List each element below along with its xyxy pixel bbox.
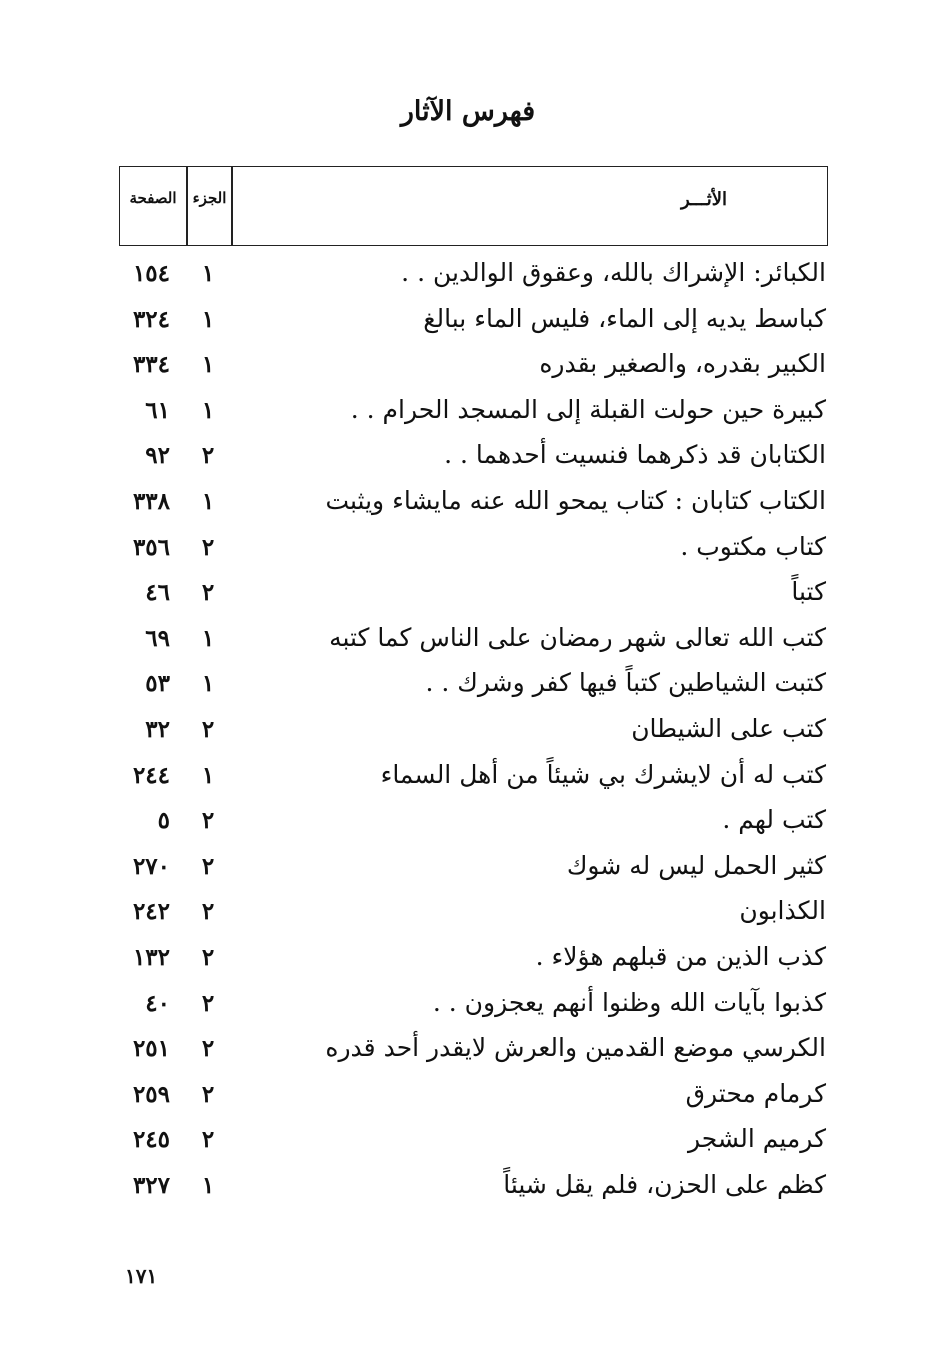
row-page: ٤٦ [145,579,170,607]
table-row [0,1120,936,1166]
row-text: كتب الله تعالى شهر رمضان على الناس كما كتبه [329,622,826,652]
row-text: الكتابان قد ذكرهما فنسيت أحدهما . . [444,440,826,470]
row-page: ١٥٤ [132,260,170,287]
row-page: ٢٤٤ [132,761,170,789]
table-row [0,482,936,528]
row-part: ٢ [201,1080,215,1108]
row-part: ٢ [201,715,215,743]
row-page: ٢٤٢ [132,898,170,926]
row-text: كذبوا بآيات الله وظنوا أنهم يعجزون . . [432,987,826,1017]
row-text: كتب لهم . [722,805,826,835]
table-row [0,573,936,619]
row-page: ٢٥١ [132,1035,170,1063]
row-page: ٢٤٥ [132,1126,170,1154]
row-text: كتباً [791,577,826,607]
row-text: الكتاب كتابان : كتاب يمحو الله عنه مايشاء ويثبت [325,485,826,515]
page-number: ١٧١ [125,1264,158,1288]
row-text: كتب له أن لايشرك بي شيئاً من أهل السماء [380,759,826,789]
row-page: ٣٢٧ [132,1171,170,1199]
table-row [0,1029,936,1075]
row-text: كرمام محترق [685,1078,826,1108]
row-text: كباسط يديه إلى الماء، فليس الماء ببالغ [423,303,826,333]
row-page: ٤٠ [145,989,170,1017]
row-part: ٢ [201,898,215,926]
row-part: ١ [201,670,215,698]
row-text: كبيرة حين حولت القبلة إلى المسجد الحرام . . [350,394,826,424]
row-page: ٣٢٤ [132,305,170,333]
row-page: ٦١ [145,396,170,424]
table-row [0,254,936,300]
row-page: ٩٢ [145,442,170,470]
row-text: كذب الذين من قبلهم هؤلاء . [535,941,826,971]
header-part: الجزء [192,189,227,207]
row-text: الكذابون [739,896,826,926]
table-row [0,345,936,391]
row-text: كظم على الحزن، فلم يقل شيئاً [503,1169,826,1199]
table-row [0,892,936,938]
table-row [0,710,936,756]
row-page: ٣٣٤ [132,351,170,379]
row-part: ٢ [201,807,215,835]
row-page: ٦٩ [145,624,170,652]
page-title: فهرس الآثار [400,96,536,127]
row-part: ١ [201,1171,215,1199]
table-row [0,756,936,802]
row-page: ٣٢ [145,715,170,743]
row-part: ٢ [201,1126,215,1154]
row-page: ١٣٢ [132,943,170,971]
row-text: كرميم الشجر [687,1124,826,1154]
row-text: كتاب مكتوب . [680,531,826,561]
table-row [0,1075,936,1121]
table-row [0,300,936,346]
row-page: ٣٣٨ [132,487,170,515]
table-row [0,938,936,984]
row-part: ١ [201,624,215,652]
row-part: ٢ [201,989,215,1017]
row-part: ٢ [201,852,215,880]
row-page: ٢٧٠ [132,852,170,880]
column-divider [231,166,233,246]
row-part: ٢ [201,442,215,470]
table-row [0,847,936,893]
table-row [0,391,936,437]
row-page: ٥٣ [145,670,170,698]
table-row [0,1166,936,1212]
table-row [0,528,936,574]
row-part: ١ [201,305,215,333]
table-row [0,984,936,1030]
row-text: الكبير بقدره، والصغير بقدره [539,349,826,379]
row-part: ١ [201,487,215,515]
row-text: كتب على الشيطان [631,713,826,743]
row-part: ١ [201,351,215,379]
row-text: كثير الحمل ليس له شوك [566,850,826,880]
table-row [0,801,936,847]
row-text: كتبت الشياطين كتباً فيها كفر وشرك . . [425,668,826,698]
row-part: ٢ [201,943,215,971]
row-text: الكرسي موضع القدمين والعرش لايقدر أحد قدره [325,1033,826,1063]
row-part: ٢ [201,1035,215,1063]
index-list [0,254,936,1211]
row-text: الكبائر: الإشراك بالله، وعقوق الوالدين . . [401,258,826,287]
header-page: الصفحة [129,189,177,207]
row-part: ٢ [201,579,215,607]
header-athar: الأثـــر [680,189,727,210]
row-part: ٢ [201,533,215,561]
row-page: ٣٥٦ [132,533,170,561]
table-row [0,664,936,710]
row-page: ٥ [157,807,170,835]
table-header [119,166,828,246]
row-part: ١ [201,761,215,789]
table-row [0,619,936,665]
row-part: ١ [201,396,215,424]
row-page: ٢٥٩ [132,1080,170,1108]
row-part: ١ [201,260,215,287]
table-row [0,436,936,482]
